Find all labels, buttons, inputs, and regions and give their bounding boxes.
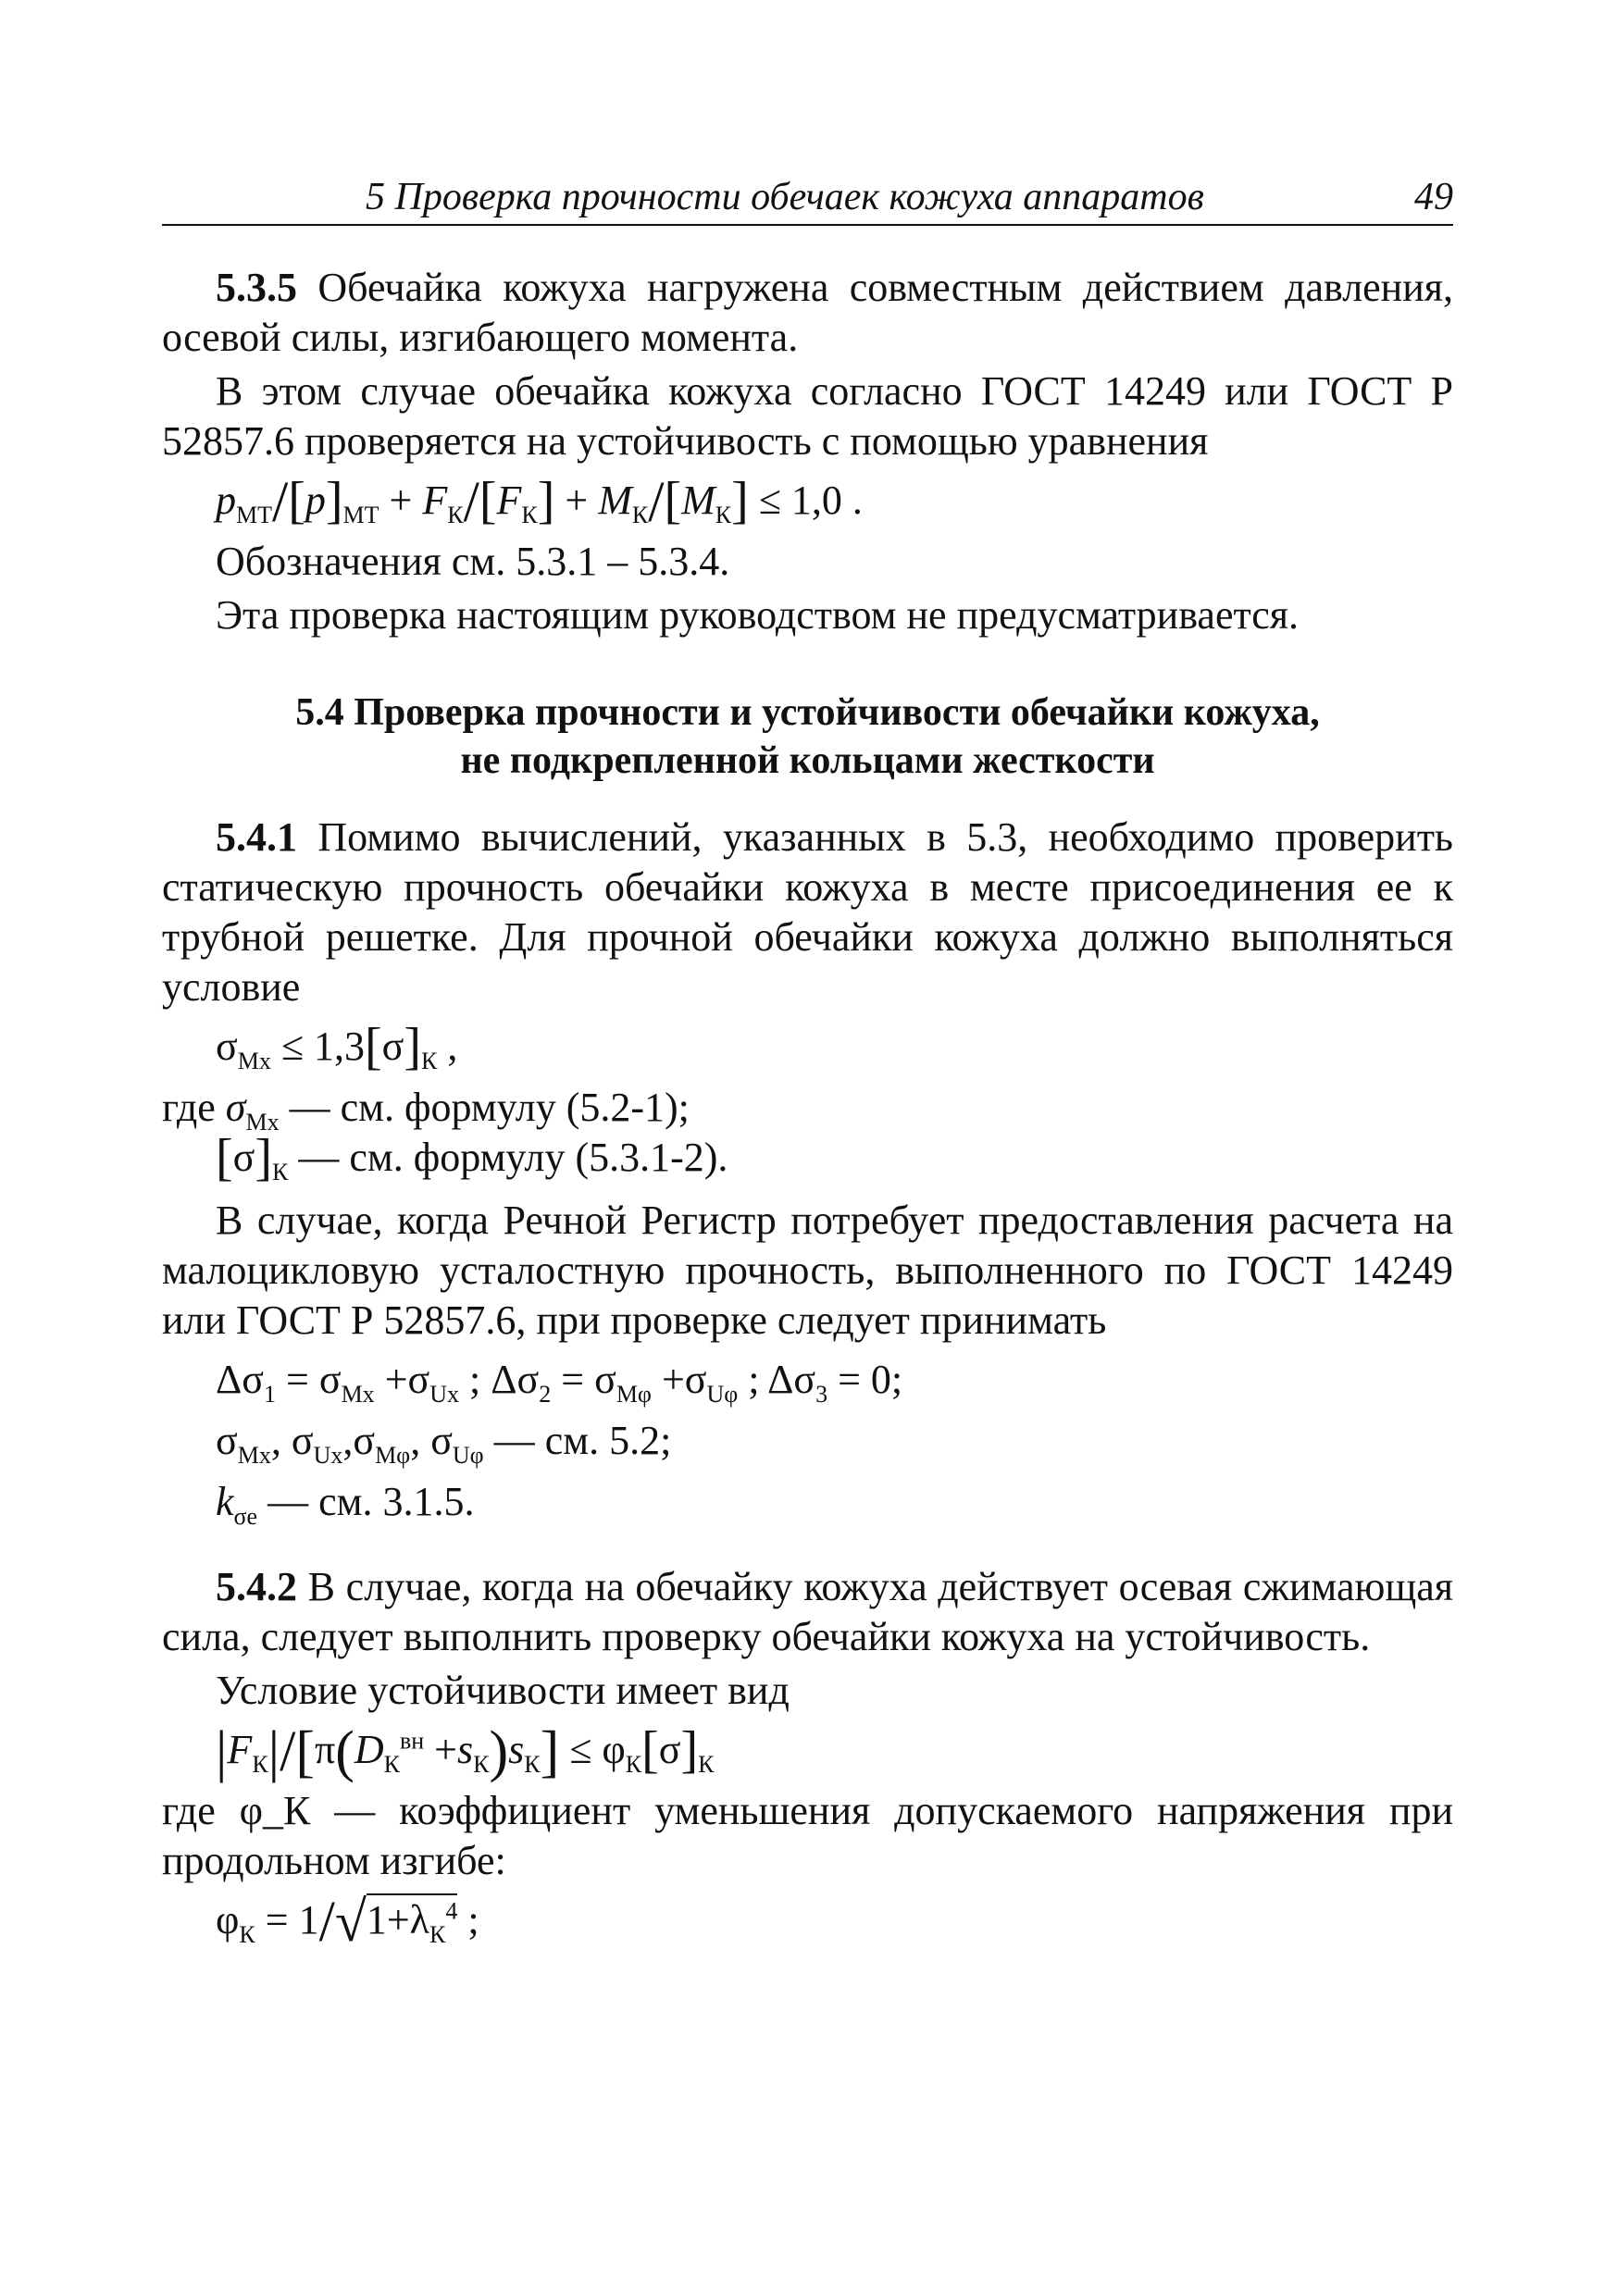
running-header [162,167,1453,226]
formula-sigma-list: $\sigma_{Mx}$, $\sigma_{Ux},\sigma_{M\varphi}$, $\sigma_{U\varphi}$ — см. 5.2; [216,1418,672,1469]
document-page [162,167,1453,1956]
running-title: 5 Проверка прочности обечаек кожуха аппаратов [366,176,1204,218]
paragraph-text: Обозначения см. 5.3.1 – 5.3.4. [216,539,730,584]
section-title-line: не подкрепленной кольцами жесткости [460,739,1155,782]
paragraph-text: Условие устойчивости имеет вид [216,1668,790,1713]
paragraph-5-4-1 [162,813,1453,1012]
formula-k-sigma: $k_{\sigma e}$ — см. 3.1.5. [216,1479,475,1530]
paragraph-text: В случае, когда Речной Регистр потребует предоставления расчета на малоцикловую усталостную прочность, выполненного по ГОСТ 14249 или ГОСТ Р 52857.6, при проверке следует принимать [162,1198,1453,1343]
where-line: где $\sigma_{Mx}$ — см. формулу (5.2-1); [162,1085,690,1136]
paragraph-text: Эта проверка настоящим руководством не предусматривается. [216,592,1300,638]
paragraph-text: В случае, когда на обечайку кожуха действует осевая сжимающая сила, следует выполнить проверку обечайки кожуха на устойчивость. [162,1564,1454,1659]
paragraph-5-3-5 [162,263,1453,363]
where-line: $[\sigma]_К$ — см. формулу (5.3.1-2). [216,1129,728,1186]
clause-number: 5.3.5 [216,265,297,310]
page-number: 49 [1414,176,1453,218]
section-title-5-4 [162,689,1453,785]
paragraph-text: В этом случае обечайка кожуха согласно ГОСТ 14249 или ГОСТ Р 52857.6 проверяется на устойчивость с помощью уравнения [162,368,1453,464]
section-title-line: 5.4 Проверка прочности и устойчивости обечайки кожуха, [295,691,1320,734]
paragraph-text: где φ_К — коэффициент уменьшения допускаемого напряжения при продольном изгибе: [162,1788,1453,1883]
formula-sigma-condition: $\sigma_{Mx} \le 1,3[\sigma]_К$ , [216,1018,458,1075]
formula-phi: $\varphi_К = 1/√1+\lambda_К^4$ ; [216,1891,479,1954]
clause-number: 5.4.1 [216,814,297,860]
paragraph-5-4-2 [162,1562,1453,1662]
formula-5-3-5: $p_{МТ}/[p]_{МТ} + F_К/[F_К] + M_К/[M_К] \le 1,0$ . [216,471,863,534]
paragraph-text: Помимо вычислений, указанных в 5.3, необходимо проверить статическую прочность обечайки кожуха в месте присоединения ее к трубной решетке. Для прочной обечайки кожуха должно выполняться условие [162,814,1453,1010]
formula-delta-sigma: $\Delta\sigma_1 = \sigma_{Mx} +\sigma_{Ux}$ ; $\Delta\sigma_2 = \sigma_{M\varphi} +\sigma_{U\varphi}$ ; $\Delta\sigma_3 = 0$; [216,1357,903,1408]
formula-stability: $|F_К|/[\pi(D_К^{вн} +s_К)s_К] \le \varphi_К[\sigma]_К$ [216,1720,715,1783]
clause-number: 5.4.2 [216,1564,297,1609]
paragraph-text: Обечайка кожуха нагружена совместным действием давления, осевой силы, изгибающего момента. [162,265,1454,360]
